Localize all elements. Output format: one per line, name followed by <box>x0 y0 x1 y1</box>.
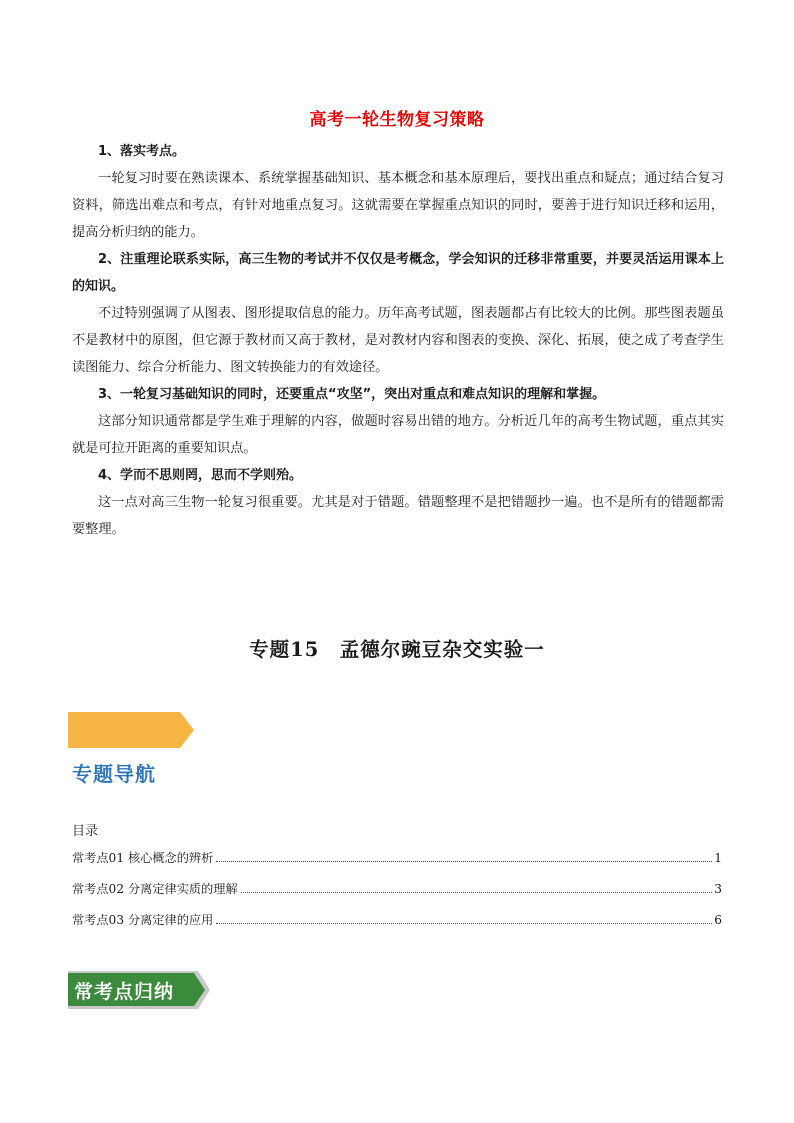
strategy-paragraph-3: 这部分知识通常都是学生难于理解的内容，做题时容易出错的地方。分析近几年的高考生物试题，重点其实就是可拉开距离的重要知识点。 <box>72 414 724 456</box>
toc-entry[interactable] <box>72 849 722 880</box>
toc-entry-label: 常考点01 核心概念的辨析 <box>72 851 214 865</box>
toc-entry-label: 常考点02 分离定律实质的理解 <box>72 882 238 896</box>
toc-entry[interactable] <box>72 880 722 911</box>
strategy-body <box>72 138 724 543</box>
toc-dot-leader <box>216 923 712 924</box>
toc-entry-page: 6 <box>714 913 722 927</box>
strategy-heading-3: 3、一轮复习基础知识的同时，还要重点“攻坚”，突出对重点和难点知识的理解和掌握。 <box>98 387 606 402</box>
table-of-contents <box>72 849 722 942</box>
toc-title: 目录 <box>72 824 99 839</box>
toc-entry[interactable] <box>72 911 722 942</box>
toc-dot-leader <box>241 892 713 893</box>
strategy-heading-4: 4、学而不思则罔，思而不学则殆。 <box>98 468 303 483</box>
strategy-paragraph-2: 不过特别强调了从图表、图形提取信息的能力。历年高考试题，图表题都占有比较大的比例。那些图表题虽不是教材中的原图，但它源于教材而又高于教材，是对教材内容和图表的变换、深化、拓展，使之成了考查学生读图能力、综合分析能力、图文转换能力的有效途径。 <box>72 306 724 375</box>
toc-entry-label: 常考点03 分离定律的应用 <box>72 913 214 927</box>
toc-dot-leader <box>216 861 712 862</box>
toc-entry-page: 1 <box>714 851 722 865</box>
strategy-paragraph-1: 一轮复习时要在熟读课本、系统掌握基础知识、基本概念和基本原理后，要找出重点和疑点；通过结合复习资料，筛选出难点和考点，有针对地重点复习。这就需要在掌握重点知识的同时，要善于进行知识迁移和运用，提高分析归纳的能力。 <box>72 171 724 240</box>
nav-label: 专题导航 <box>72 762 156 786</box>
strategy-heading-2: 2、注重理论联系实际，高三生物的考试并不仅仅是考概念，学会知识的迁移非常重要，并要灵活运用课本上的知识。 <box>72 252 724 294</box>
strategy-heading-1: 1、落实考点。 <box>98 144 186 159</box>
strategy-title: 高考一轮生物复习策略 <box>309 110 485 130</box>
toc-entry-page: 3 <box>714 882 722 896</box>
topic-title: 专题15 孟德尔豌豆杂交实验一 <box>249 638 545 661</box>
section-badge-label: 常考点归纳 <box>74 981 175 1003</box>
nav-banner-shape <box>68 712 194 748</box>
strategy-paragraph-4: 这一点对高三生物一轮复习很重要。尤其是对于错题。错题整理不是把错题抄一遍。也不是所有的错题都需要整理。 <box>72 495 724 537</box>
